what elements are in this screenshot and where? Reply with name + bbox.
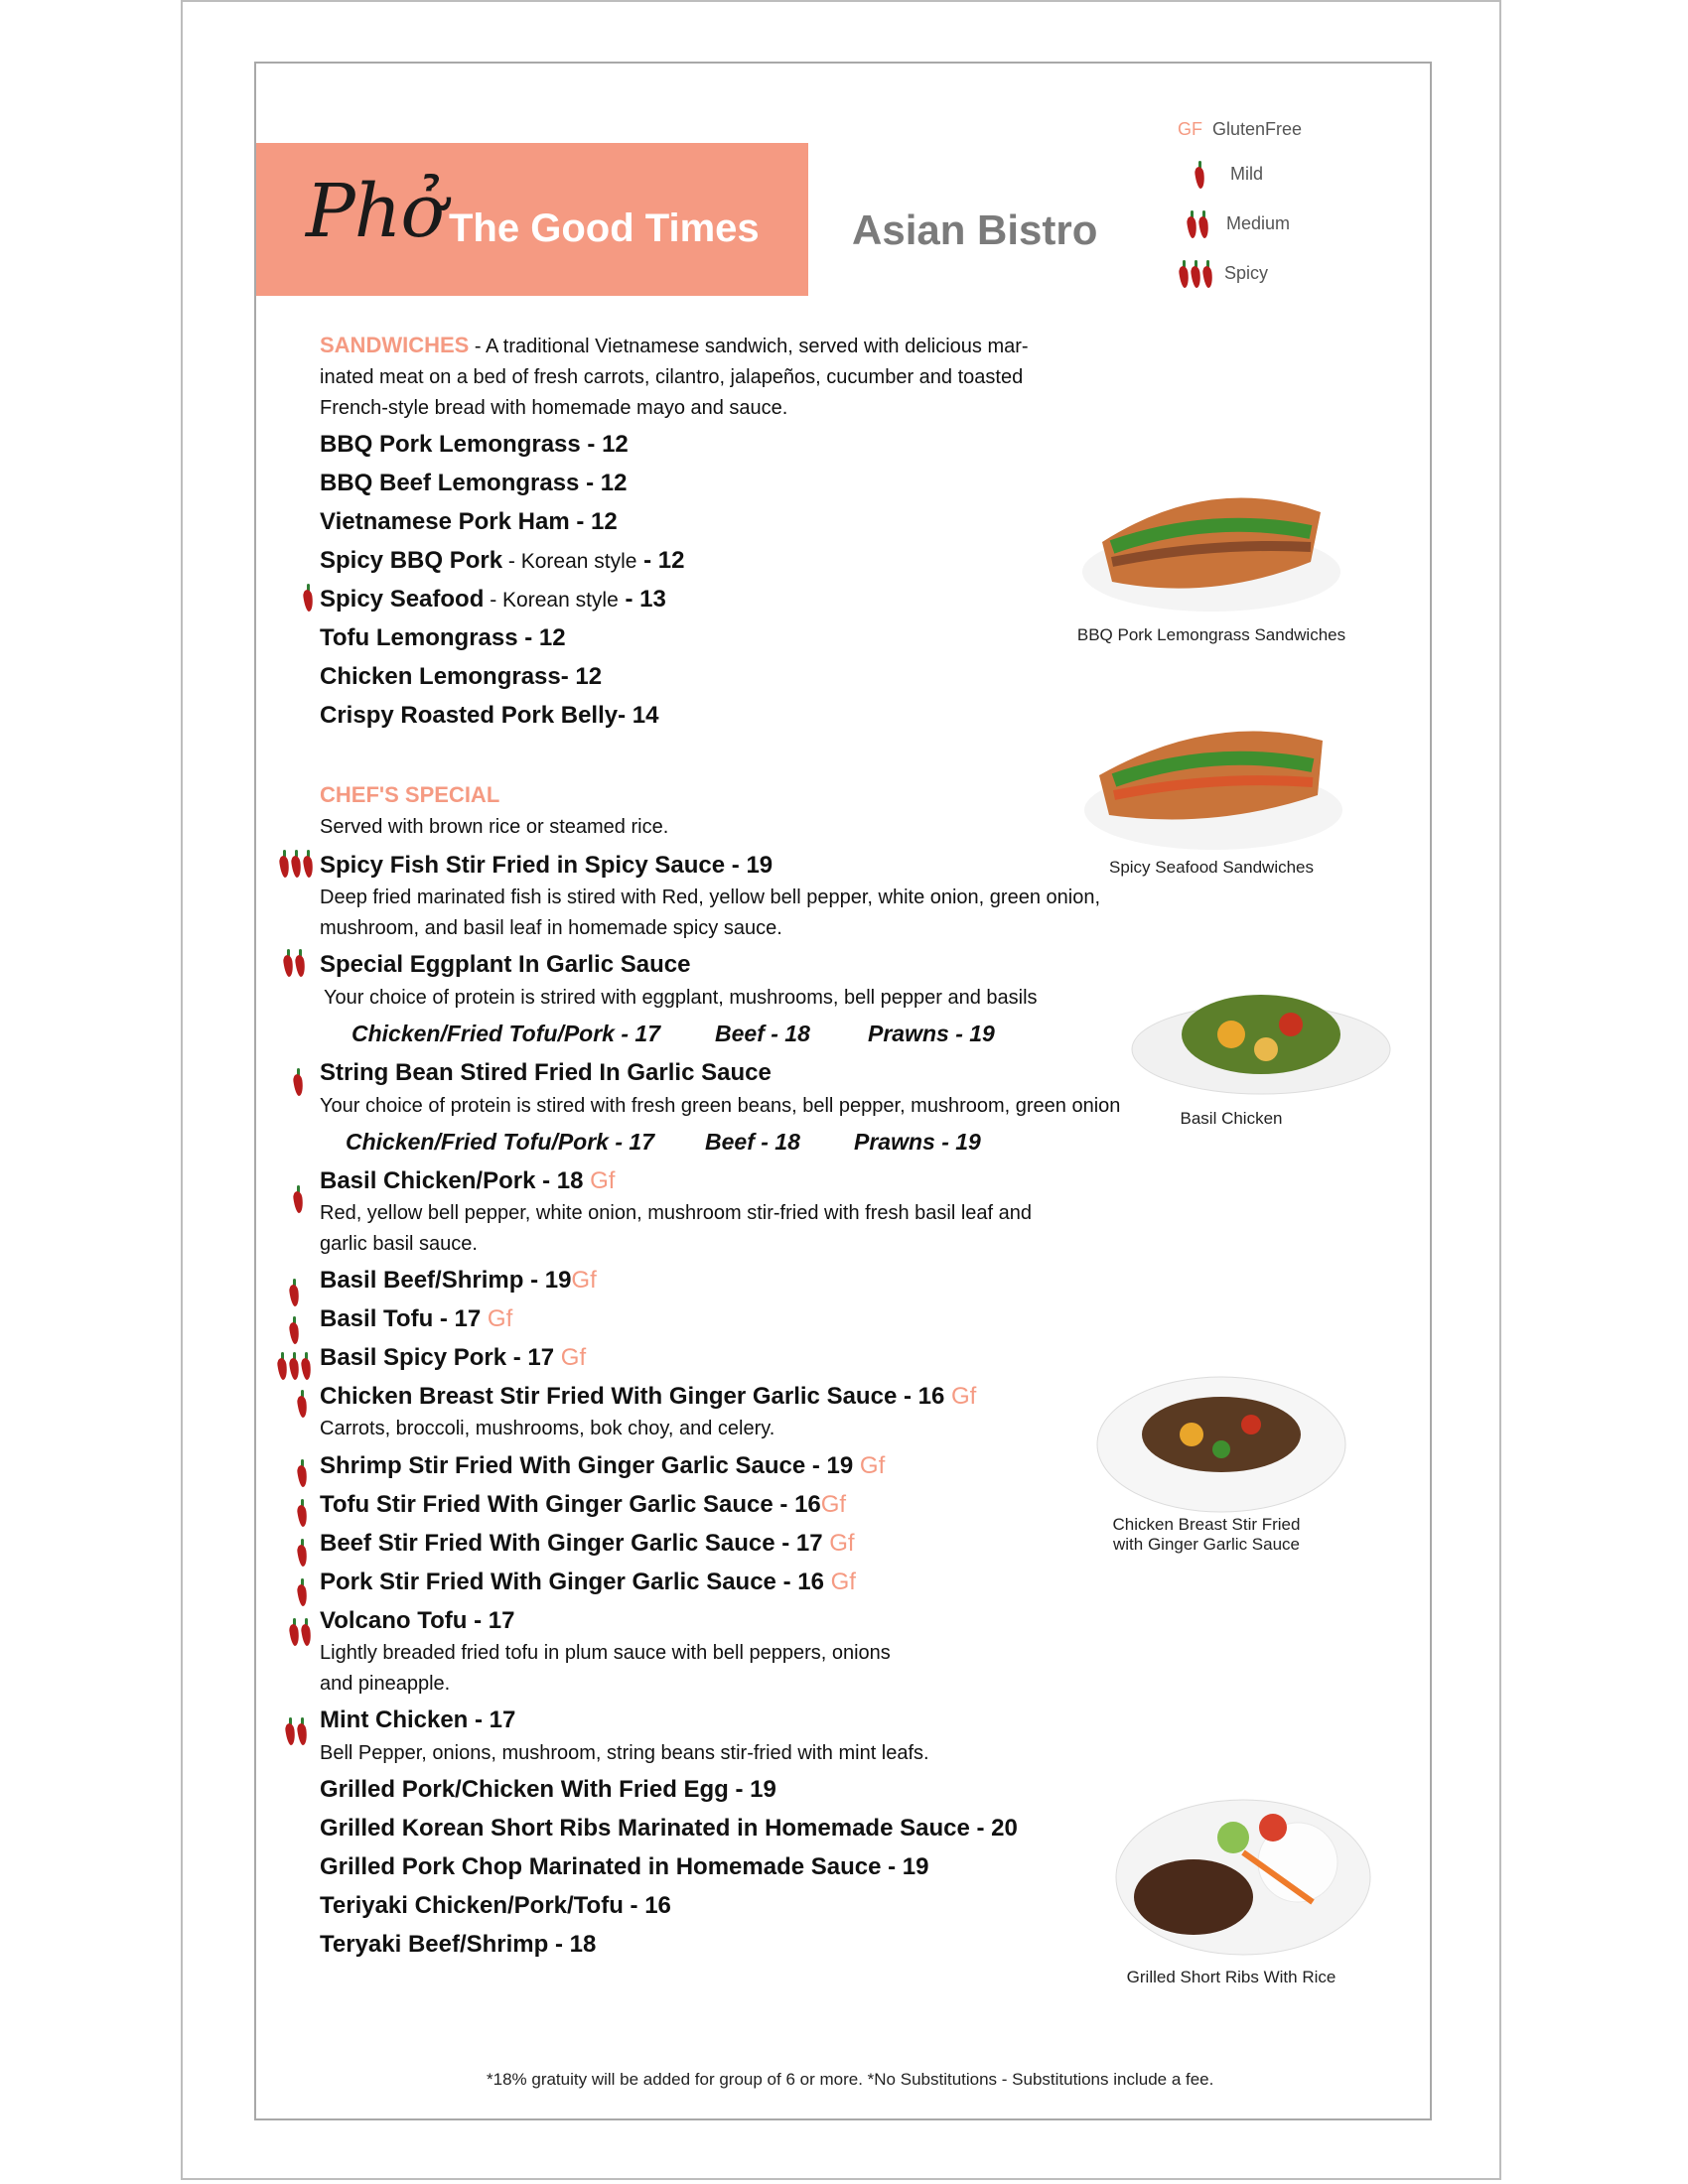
pepper-icon [304,584,314,612]
chefs-subtitle: Served with brown rice or steamed rice. [320,816,669,838]
subtitle: Asian Bistro [852,206,1098,253]
menu-item: Crispy Roasted Pork Belly- 14 [320,702,659,729]
menu-item: Mint Chicken - 17 [320,1706,516,1733]
logo-text: The Good Times [449,206,760,250]
pepper-icon [290,1316,300,1344]
desc-line: Red, yellow bell pepper, white onion, mushroom stir-fried with fresh basil leaf and [320,1202,1033,1224]
item-desc: Carrots, broccoli, mushrooms, bok choy, and celery. [320,1418,775,1439]
pepper-icon [1192,260,1201,288]
pepper-icon [298,1578,308,1606]
protein-option: Beef - 18 [715,1021,810,1046]
item-desc: Your choice of protein is strired with eggplant, mushrooms, bell pepper and basils [324,987,1038,1009]
logo-script: Phở [306,169,445,254]
protein-option: Prawns - 19 [868,1021,995,1046]
desc-line: and pineapple. [320,1673,451,1695]
spice-level-mild [298,1459,310,1487]
spice-level-medium [290,1618,314,1646]
sandwich-photo [1072,453,1350,631]
legend-spicy [1180,260,1268,288]
desc-line: garlic basil sauce. [320,1233,478,1255]
sandwich-photo [1074,691,1352,860]
protein-option: Chicken/Fried Tofu/Pork - 17 [352,1021,660,1046]
item-desc: Bell Pepper, onions, mushroom, string beans stir-fried with mint leafs. [320,1742,929,1764]
desc-line: Deep fried marinated fish is stired with Red, yellow bell pepper, white onion, green onion, [320,887,1100,908]
item-name: Basil Tofu - 17 [320,1305,482,1332]
item-name: Beef Stir Fried With Ginger Garlic Sauce - 17 [320,1530,823,1557]
photo-caption: Spicy Seafood Sandwiches [1108,858,1315,877]
pepper-icon [1196,161,1205,189]
menu-item: Teryaki Beef/Shrimp - 18 [320,1931,597,1958]
item-name: Shrimp Stir Fried With Ginger Garlic Sauce - 19 [320,1452,854,1479]
gf-tag: Gf [560,1344,587,1371]
protein-option: Prawns - 19 [854,1129,981,1155]
spice-level-spicy [278,1352,314,1380]
footer-note: *18% gratuity will be added for group of 6 or more. *No Substitutions - Substitutions include a fee. [487,2070,1214,2089]
section-title-sandwiches: SANDWICHES [320,333,470,357]
menu-item: Spicy Fish Stir Fried in Spicy Sauce - 19 [320,852,774,879]
pepper-icon [290,1279,300,1306]
gf-tag: Gf [950,1383,977,1410]
caption-line: with Ginger Garlic Sauce [1112,1535,1301,1554]
item-name: Spicy BBQ Pork [320,547,503,574]
gf-tag: Gf [830,1569,856,1595]
gf-tag: Gf [859,1452,886,1479]
menu-item [320,1167,615,1195]
pepper-icon [294,1185,304,1213]
menu-item: Volcano Tofu - 17 [320,1607,515,1634]
gf-tag: Gf [571,1267,597,1294]
item-name: Basil Beef/Shrimp - 19 [320,1267,572,1294]
pepper-icon [290,1618,300,1646]
spice-level-medium [284,949,308,977]
menu-item: Grilled Pork/Chicken With Fried Egg - 19 [320,1776,776,1803]
menu-item: Special Eggplant In Garlic Sauce [320,951,691,978]
pepper-icon [280,850,290,878]
pepper-icon [292,850,302,878]
item-desc [320,883,1100,944]
gf-code: GF [1178,119,1202,139]
pepper-icon [296,949,306,977]
protein-option: Chicken/Fried Tofu/Pork - 17 [346,1129,654,1155]
menu-item [320,1452,885,1480]
gf-tag: Gf [487,1305,513,1332]
spice-level-mild [298,1499,310,1527]
spice-level-medium [286,1717,310,1745]
photo-caption: BBQ Pork Lemongrass Sandwiches [1076,625,1346,644]
gf-tag: Gf [590,1167,616,1194]
legend-spicy-label: Spicy [1224,262,1269,283]
legend-medium [1188,210,1290,238]
item-style: - Korean style [484,589,619,612]
sandwiches-desc-line1: - A traditional Vietnamese sandwich, served with delicious mar- [469,336,1029,357]
item-desc: Your choice of protein is stired with fresh green beans, bell pepper, mushroom, green onion [320,1095,1121,1117]
pepper-icon [1180,260,1190,288]
pepper-icon [298,1539,308,1567]
sandwiches-intro [320,330,1174,424]
pepper-icon [1199,210,1209,238]
menu-item: Teriyaki Chicken/Pork/Tofu - 16 [320,1892,671,1919]
chicken-breast-photo [1092,1360,1350,1519]
spice-level-mild [290,1279,302,1306]
sandwiches-desc-line3: French-style bread with homemade mayo and sauce. [320,397,788,419]
photo-caption: Basil Chicken [1180,1109,1283,1128]
item-name: Basil Spicy Pork - 17 [320,1344,555,1371]
item-style: - Korean style [502,550,637,573]
spice-level-mild [294,1068,306,1096]
menu-item: Vietnamese Pork Ham - 12 [320,508,618,535]
pepper-icon [298,1390,308,1418]
spice-level-mild [290,1316,302,1344]
menu-item [320,1305,512,1333]
item-price: - 13 [618,586,666,613]
legend-medium-label: Medium [1226,212,1291,233]
menu-item [320,1530,855,1558]
menu-item [320,1569,856,1596]
photo-caption [1082,1515,1331,1555]
protein-option: Beef - 18 [705,1129,800,1155]
spice-level-mild [298,1390,310,1418]
item-desc [320,1198,1032,1260]
sandwiches-desc-line2: inated meat on a bed of fresh carrots, cilantro, jalapeños, cucumber and toasted [320,366,1024,388]
pepper-icon [1188,210,1197,238]
item-name: Chicken Breast Stir Fried With Ginger Garlic Sauce - 16 [320,1383,945,1410]
spice-level-mild [298,1539,310,1567]
item-desc [320,1638,891,1700]
menu-item: BBQ Beef Lemongrass - 12 [320,470,628,496]
pepper-icon [290,1352,300,1380]
section-title-chefs-special: CHEF'S SPECIAL [320,782,500,807]
pepper-icon [1203,260,1213,288]
basil-chicken-photo [1122,955,1400,1104]
desc-line: mushroom, and basil leaf in homemade spicy sauce. [320,917,782,939]
pepper-icon [294,1068,304,1096]
item-price: - 12 [636,547,685,574]
legend-mild-label: Mild [1230,163,1264,184]
menu-item [320,1383,976,1411]
menu-item [320,1344,586,1372]
spice-level-mild [304,584,316,612]
pepper-icon [278,1352,288,1380]
pepper-icon [298,1717,308,1745]
desc-line: Lightly breaded fried tofu in plum sauce with bell peppers, onions [320,1642,891,1664]
menu-item [320,586,666,614]
pepper-icon [304,850,314,878]
pepper-icon [302,1352,312,1380]
pepper-icon [298,1459,308,1487]
menu-item: Chicken Lemongrass- 12 [320,663,603,690]
legend-mild [1196,161,1263,189]
menu-item: Tofu Lemongrass - 12 [320,624,566,651]
gf-label: GlutenFree [1212,119,1303,139]
menu-item: BBQ Pork Lemongrass - 12 [320,431,629,458]
pepper-icon [284,949,294,977]
item-name: Spicy Seafood [320,586,485,613]
pepper-icon [298,1499,308,1527]
menu-item [320,1491,846,1519]
menu-item [320,547,685,575]
spice-level-mild [298,1578,310,1606]
menu-item [320,1267,597,1295]
item-name: Pork Stir Fried With Ginger Garlic Sauce - 16 [320,1569,824,1595]
pepper-icon [286,1717,296,1745]
spice-level-mild [294,1185,306,1213]
pepper-icon [302,1618,312,1646]
legend-gf [1178,119,1302,140]
caption-line: Chicken Breast Stir Fried [1112,1515,1301,1534]
short-ribs-photo [1104,1783,1382,1962]
gf-tag: Gf [820,1491,847,1518]
gf-tag: Gf [829,1530,855,1557]
photo-caption: Grilled Short Ribs With Rice [1126,1968,1336,1986]
item-name: Basil Chicken/Pork - 18 [320,1167,584,1194]
spice-level-spicy [280,850,316,878]
item-name: Tofu Stir Fried With Ginger Garlic Sauce - 16 [320,1491,821,1518]
menu-item: String Bean Stired Fried In Garlic Sauce [320,1059,772,1086]
menu-item: Grilled Korean Short Ribs Marinated in Homemade Sauce - 20 [320,1815,1018,1842]
menu-item: Grilled Pork Chop Marinated in Homemade Sauce - 19 [320,1853,929,1880]
